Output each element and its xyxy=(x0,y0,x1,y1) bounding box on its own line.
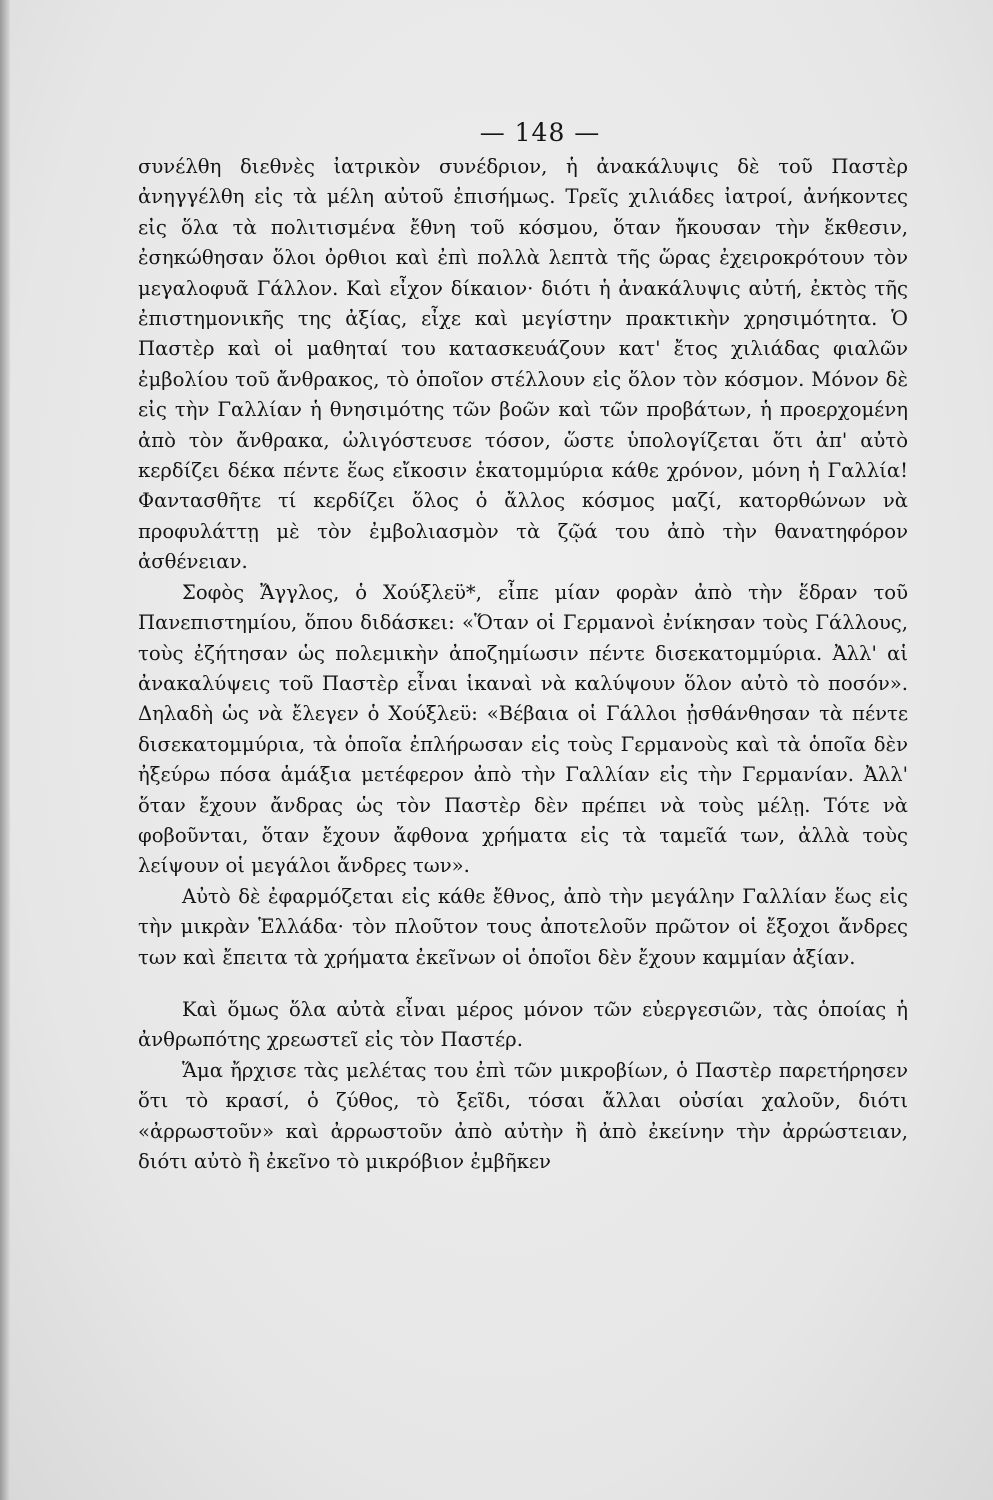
paragraph: Σοφὸς Ἄγγλος, ὁ Χούξλεϋ*, εἶπε μίαν φορὰν ἀπὸ τὴν ἕδραν τοῦ Πανεπιστημίου, ὅπου διδάσκει: «Ὅταν οἱ Γερμανοὶ ἐνίκησαν τοὺς Γάλλους, τοὺς ἐζήτησαν ὡς πολεμικὴν ἀποζημίωσιν πέντε δισεκατομμύρια. Ἀλλ' αἱ ἀνακαλύψεις τοῦ Παστὲρ εἶναι ἱκαναὶ νὰ καλύψουν ὅλον αὐτὸ τὸ ποσόν». Δηλαδὴ ὡς νὰ ἔλεγεν ὁ Χούξλεϋ: «Βέβαια οἱ Γάλλοι ᾐσθάνθησαν τὰ πέντε δισεκατομμύρια, τὰ ὁποῖα ἐπλήρωσαν εἰς τοὺς Γερμανοὺς καὶ τὰ ὁποῖα δὲν ἠξεύρω πόσα ἁμάξια μετέφερον ἀπὸ τὴν Γαλλίαν εἰς τὴν Γερμανίαν. Ἀλλ' ὅταν ἔχουν ἄνδρας ὡς τὸν Παστὲρ δὲν πρέπει νὰ τοὺς μέλῃ. Τότε νὰ φοβοῦνται, ὅταν ἔχουν ἄφθονα χρήματα εἰς τὰ ταμεῖά των, ἀλλὰ τοὺς λείψουν οἱ μεγάλοι ἄνδρες των». xyxy=(138,580,908,878)
paragraph: συνέλθη διεθνὲς ἰατρικὸν συνέδριον, ἡ ἀνακάλυψις δὲ τοῦ Παστὲρ ἀνηγγέλθη εἰς τὰ μέλη αὐτοῦ ἐπισήμως. Τρεῖς χιλιάδες ἰατροί, ἀνήκοντες εἰς ὅλα τὰ πολιτισμένα ἔθνη τοῦ κόσμου, ὅταν ἤκουσαν τὴν ἔκθεσιν, ἐσηκώθησαν ὅλοι ὀρθιοι καὶ ἐπὶ πολλὰ λεπτὰ τῆς ὥρας ἐχειροκρότουν τὸν μεγαλοφυᾶ Γάλλον. Καὶ εἶχον δίκαιον· διότι ἡ ἀνακάλυψις αὐτή, ἐκτὸς τῆς ἐπιστημονικῆς της ἀξίας, εἶχε καὶ μεγίστην πρακτικὴν χρησιμότητα. Ὁ Παστὲρ καὶ οἱ μαθηταί του κατασκευάζουν κατ' ἔτος χιλιάδας φιαλῶν ἐμβολίου τοῦ ἄνθρακος, τὸ ὁποῖον στέλλουν εἰς ὅλον τὸν κόσμον. Μόνον δὲ εἰς τὴν Γαλλίαν ἡ θνησιμότης τῶν βοῶν καὶ τῶν προβάτων, ἡ προερχομένη ἀπὸ τὸν ἄνθρακα, ὠλιγόστευσε τόσον, ὥστε ὑπολογίζεται ὅτι ἀπ' αὐτὸ κερδίζει δέκα πέντε ἕως εἴκοσιν ἑκατομμύρια κάθε χρόνον, μόνη ἡ Γαλλία! Φαντασθῆτε τί κερδίζει ὅλος ὁ ἄλλος κόσμος μαζί, κατορθώνων νὰ προφυλάττῃ μὲ τὸν ἐμβολιασμὸν τὰ ζῷά του ἀπὸ τὴν θανατηφόρον ἀσθένειαν. xyxy=(138,155,908,574)
paragraph: Καὶ ὅμως ὅλα αὐτὰ εἶναι μέρος μόνον τῶν εὐεργεσιῶν, τὰς ὁποίας ἡ ἀνθρωπότης χρεωστεῖ εἰς τὸν Παστέρ. xyxy=(138,997,908,1052)
body-text xyxy=(138,152,908,1177)
page-edge-shadow xyxy=(0,0,10,1500)
paragraph: Αὐτὸ δὲ ἐφαρμόζεται εἰς κάθε ἔθνος, ἀπὸ τὴν μεγάλην Γαλλίαν ἕως εἰς τὴν μικρὰν Ἑλλάδα· τὸν πλοῦτον τους ἀποτελοῦν πρῶτον οἱ ἔξοχοι ἄνδρες των καὶ ἔπειτα τὰ χρήματα ἐκεῖνων οἱ ὁποῖοι δὲν ἔχουν καμμίαν ἀξίαν. xyxy=(138,884,908,969)
page-number: — 148 — xyxy=(479,118,601,147)
paragraph: Ἅμα ἤρχισε τὰς μελέτας του ἐπὶ τῶν μικροβίων, ὁ Παστὲρ παρετήρησεν ὅτι τὸ κρασί, ὁ ζύθος, τὸ ξεῖδι, τόσαι ἄλλαι οὐσίαι χαλοῦν, διότι «ἀρρωστοῦν» καὶ ἀρρωστοῦν ἀπὸ αὐτὴν ἢ ἀπὸ ἐκείνην τὴν ἀρρώστειαν, διότι αὐτὸ ἢ ἐκεῖνο τὸ μικρόβιον ἐμβῆκεν xyxy=(138,1058,908,1173)
